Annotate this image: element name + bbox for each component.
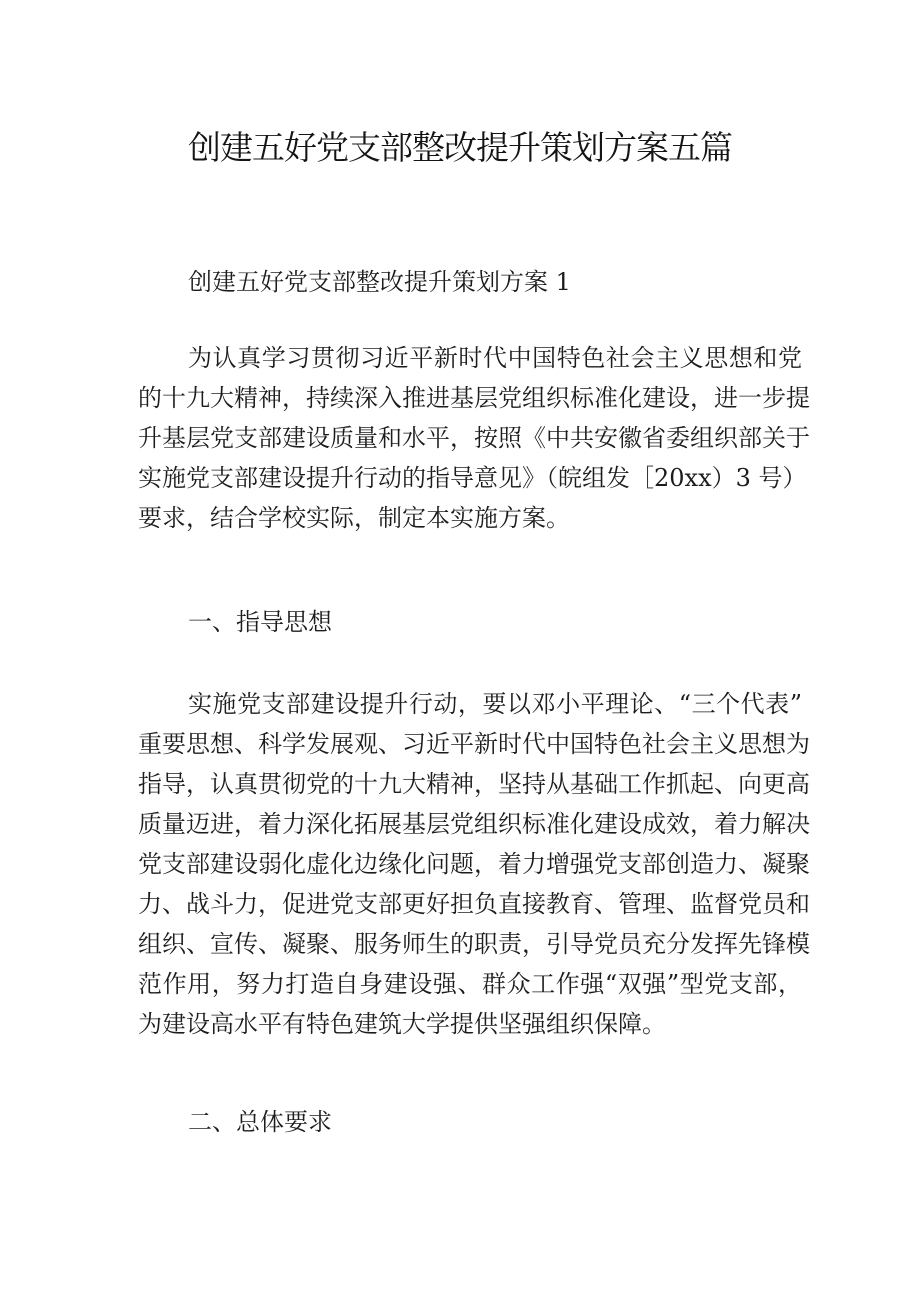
section-heading-general-requirements: 二、总体要求 <box>188 1108 332 1136</box>
plan-subtitle: 创建五好党支部整改提升策划方案 1 <box>188 268 571 296</box>
paragraph-line: 实施党支部建设提升行动的指导意见》（皖组发［20xx）3 号） <box>138 464 807 492</box>
paragraph-line: 为认真学习贯彻习近平新时代中国特色社会主义思想和党 <box>188 344 802 372</box>
guiding-thought-paragraph <box>138 684 810 1044</box>
paragraph-line: 重要思想、科学发展观、习近平新时代中国特色社会主义思想为 <box>138 730 810 758</box>
paragraph-line: 指导，认真贯彻党的十九大精神，坚持从基础工作抓起、向更高 <box>138 770 810 798</box>
intro-paragraph <box>138 338 810 538</box>
paragraph-line: 要求，结合学校实际，制定本实施方案。 <box>138 504 570 532</box>
section-heading-guiding-thought: 一、指导思想 <box>188 608 332 636</box>
document-title: 创建五好党支部整改提升策划方案五篇 <box>188 128 732 167</box>
paragraph-line: 组织、宣传、凝聚、服务师生的职责，引导党员充分发挥先锋模 <box>138 930 810 958</box>
paragraph-line: 范作用，努力打造自身建设强、群众工作强“双强”型党支部， <box>138 970 802 998</box>
paragraph-line: 的十九大精神，持续深入推进基层党组织标准化建设，进一步提 <box>138 384 810 412</box>
paragraph-line: 实施党支部建设提升行动，要以邓小平理论、“三个代表” <box>188 690 802 718</box>
paragraph-line: 为建设高水平有特色建筑大学提供坚强组织保障。 <box>138 1010 666 1038</box>
paragraph-line: 质量迈进，着力深化拓展基层党组织标准化建设成效，着力解决 <box>138 810 810 838</box>
paragraph-line: 力、战斗力，促进党支部更好担负直接教育、管理、监督党员和 <box>138 890 810 918</box>
paragraph-line: 升基层党支部建设质量和水平，按照《中共安徽省委组织部关于 <box>138 424 810 452</box>
paragraph-line: 党支部建设弱化虚化边缘化问题，着力增强党支部创造力、凝聚 <box>138 850 810 878</box>
